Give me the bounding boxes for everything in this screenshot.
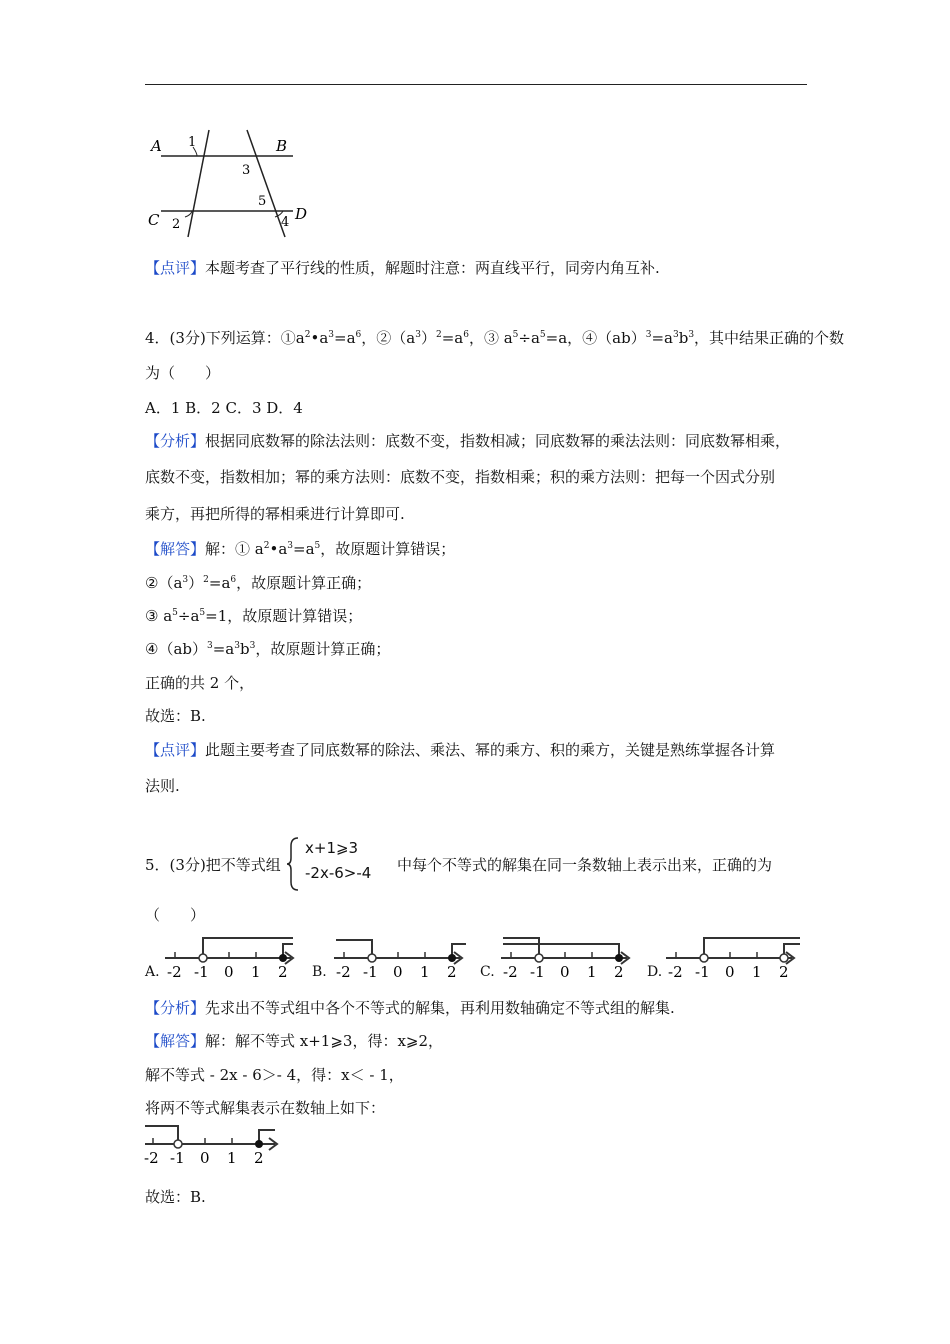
system-ineq-1: x+1⩾3	[305, 839, 359, 857]
label-D: D	[295, 205, 308, 223]
q4-analysis-line3: 乘方，再把所得的幂相乘进行计算即可.	[145, 505, 405, 523]
parallel-lines-figure	[145, 125, 325, 245]
axis-a-m2: -2	[167, 963, 182, 981]
axis-b-m2: -2	[336, 963, 351, 981]
q5-answer-line1: 【解答】解：解不等式 x+1⩾3，得：x⩾2，	[145, 1032, 444, 1050]
q4-answer-line5: 正确的共 2 个，	[145, 674, 255, 692]
label-angle-1: 1	[188, 135, 197, 150]
q4-stem-line1: 4．(3分)下列运算：$①a^2•a^3=a^6$，$②(a^3)^2=a^6$，③ $a^5\div a^5=a$，$④(ab)^3=a^3b^3$，其中结果正确的个数	[145, 329, 845, 347]
axis-d-m1: -1	[695, 963, 710, 981]
axis-b-2: 2	[447, 963, 457, 981]
choice-a-label: A.	[145, 964, 160, 980]
q5-answer-line2: 解不等式 - 2x - 6＞- 4，得：x＜ - 1，	[145, 1066, 404, 1084]
axis-b-1: 1	[420, 963, 430, 981]
axis-d-1: 1	[752, 963, 762, 981]
axis-a-0: 0	[224, 963, 234, 981]
q5-stem-prefix: 5．(3分)把不等式组	[145, 856, 281, 874]
axis-s-1: 1	[227, 1149, 237, 1167]
q4-stem-line2: 为（ ）	[145, 364, 221, 382]
axis-c-2: 2	[614, 963, 624, 981]
header-rule	[145, 84, 807, 85]
q5-answer-final: 故选：B.	[145, 1188, 206, 1206]
axis-a-m1: -1	[194, 963, 209, 981]
axis-s-2: 2	[254, 1149, 264, 1167]
axis-c-m1: -1	[530, 963, 545, 981]
choice-c-numberline	[499, 932, 639, 982]
q4-review-line2: 法则.	[145, 777, 180, 795]
choice-b-label: B.	[312, 964, 327, 980]
axis-d-0: 0	[725, 963, 735, 981]
q5-stem-line2: （ ）	[145, 906, 206, 924]
axis-b-0: 0	[393, 963, 403, 981]
q4-answer-line4: $④(ab)^3=a^3b^3$，故原题计算正确；	[145, 640, 391, 658]
label-angle-4: 4	[281, 215, 290, 230]
axis-a-1: 1	[251, 963, 261, 981]
label-B: B	[276, 137, 288, 155]
label-C: C	[148, 211, 160, 229]
q4-answer-line2: $②(a^3)^2=a^6$，故原题计算正确；	[145, 574, 372, 592]
q4-analysis-line1: 【分析】根据同底数幂的除法法则：底数不变，指数相减；同底数幂的乘法法则：同底数幂相乘，	[145, 432, 791, 450]
q4-review-line1: 【点评】此题主要考查了同底数幂的除法、乘法、幂的乘方、积的乘方，关键是熟练掌握各计算	[145, 741, 776, 759]
label-angle-3: 3	[242, 163, 251, 178]
label-angle-5: 5	[258, 194, 267, 209]
q5-answer-line3: 将两不等式解集表示在数轴上如下：	[145, 1099, 386, 1117]
choice-d-label: D.	[647, 964, 663, 980]
q4-answer-line1: 【解答】解：① $a^2•a^3=a^5$，故原题计算错误；	[145, 540, 456, 558]
axis-d-m2: -2	[668, 963, 683, 981]
axis-d-2: 2	[779, 963, 789, 981]
axis-c-0: 0	[560, 963, 570, 981]
choice-b-numberline	[332, 932, 472, 982]
axis-s-m2: -2	[144, 1149, 159, 1167]
q3-review: 【点评】本题考查了平行线的性质，解题时注意：两直线平行，同旁内角互补.	[145, 259, 660, 277]
label-A: A	[151, 137, 162, 155]
choice-d-numberline	[664, 932, 804, 982]
axis-c-1: 1	[587, 963, 597, 981]
q4-answer-line3: ③ $a^5\div a^5=1$，故原题计算错误；	[145, 607, 363, 625]
axis-c-m2: -2	[503, 963, 518, 981]
solution-numberline	[143, 1118, 283, 1168]
q4-answer-line6: 故选：B.	[145, 707, 206, 725]
axis-s-0: 0	[200, 1149, 210, 1167]
q5-stem-suffix: 中每个不等式的解集在同一条数轴上表示出来，正确的为	[397, 856, 773, 874]
q4-options: A．1 B．2 C．3 D．4	[145, 399, 303, 417]
label-angle-2: 2	[172, 217, 181, 232]
system-ineq-2: -2x-6>-4	[305, 864, 372, 882]
axis-s-m1: -1	[170, 1149, 185, 1167]
q5-analysis: 【分析】先求出不等式组中各个不等式的解集，再利用数轴确定不等式组的解集.	[145, 999, 675, 1017]
choice-c-label: C.	[480, 964, 495, 980]
axis-b-m1: -1	[363, 963, 378, 981]
axis-a-2: 2	[278, 963, 288, 981]
system-brace	[286, 836, 300, 892]
q4-analysis-line2: 底数不变，指数相加；幂的乘方法则：底数不变，指数相乘；积的乘方法则：把每一个因式分别	[145, 468, 776, 486]
choice-a-numberline	[163, 932, 303, 982]
